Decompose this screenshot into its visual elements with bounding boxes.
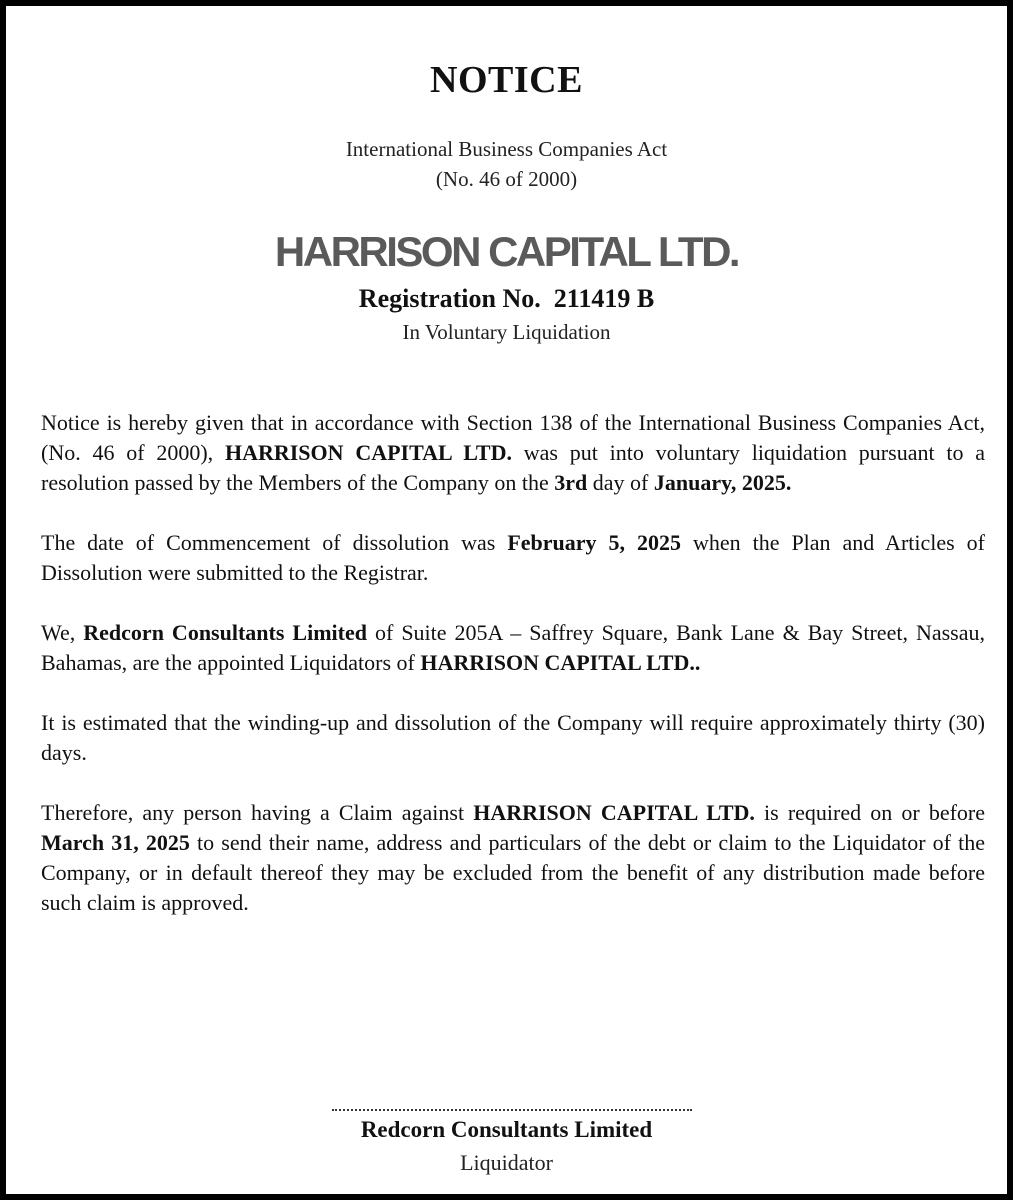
- p5-text-1: Therefore, any person having a Claim against: [41, 800, 474, 825]
- p3-text-1: We,: [41, 620, 84, 645]
- p2-date: February 5, 2025: [507, 530, 681, 555]
- signatory-role: Liquidator: [460, 1150, 553, 1175]
- act-number: (No. 46 of 2000): [435, 167, 578, 191]
- liquidation-status: In Voluntary Liquidation: [402, 320, 611, 344]
- p2-text-1: The date of Commencement of dissolution was: [41, 530, 508, 555]
- act-name: International Business Companies Act: [345, 137, 668, 161]
- paragraph-liquidators: [41, 618, 985, 678]
- p5-text-3: to send their name, address and particulars of the debt or claim to the Liquidator of the Company, or in default thereof they may be excluded from the benefit of any distribution made before such claim is approved.: [41, 830, 985, 915]
- paragraph-voluntary-liquidation: [41, 408, 985, 498]
- p1-day: 3rd: [554, 470, 588, 495]
- p1-text-3: day of: [587, 470, 654, 495]
- signature-line: [332, 1109, 692, 1111]
- paragraph-estimate: [41, 708, 985, 768]
- p5-company-name: HARRISON CAPITAL LTD.: [473, 800, 755, 825]
- p2-text-2: when the Plan and Articles of Dissolution were submitted to the Registrar.: [41, 530, 986, 585]
- p1-company-name: HARRISON CAPITAL LTD.: [224, 440, 512, 465]
- company-name: HARRISON CAPITAL LTD.: [274, 228, 739, 275]
- signatory-name: Redcorn Consultants Limited: [360, 1117, 653, 1142]
- p1-month-year: January, 2025.: [653, 470, 792, 495]
- paragraph-commencement: [41, 528, 985, 588]
- notice-body: [41, 408, 985, 948]
- p3-text-2: of Suite 205A – Saffrey Square, Bank Lane & Bay Street, Nassau, Bahamas, are the appointed Liquidators of: [41, 620, 985, 675]
- p3-company-name: HARRISON CAPITAL LTD..: [420, 650, 701, 675]
- p1-text-2: was put into voluntary liquidation pursuant to a resolution passed by the Members of the Company on the: [41, 440, 985, 495]
- p4-text-1: It is estimated that the winding-up and dissolution of the Company will require approximately thirty (30) days.: [41, 710, 985, 765]
- p1-text-1: Notice is hereby given that in accordance with Section 138 of the International Business Companies Act, (No. 46 of 2000),: [41, 410, 985, 465]
- p5-text-2: is required on or before: [754, 800, 986, 825]
- notice-title: NOTICE: [430, 59, 583, 101]
- p3-liquidator-name: Redcorn Consultants Limited: [83, 620, 367, 645]
- paragraph-claims: [41, 798, 985, 918]
- act-reference: [6, 134, 1007, 194]
- registration-number: Registration No. 211419 B: [358, 284, 655, 313]
- p5-deadline: March 31, 2025: [41, 830, 190, 855]
